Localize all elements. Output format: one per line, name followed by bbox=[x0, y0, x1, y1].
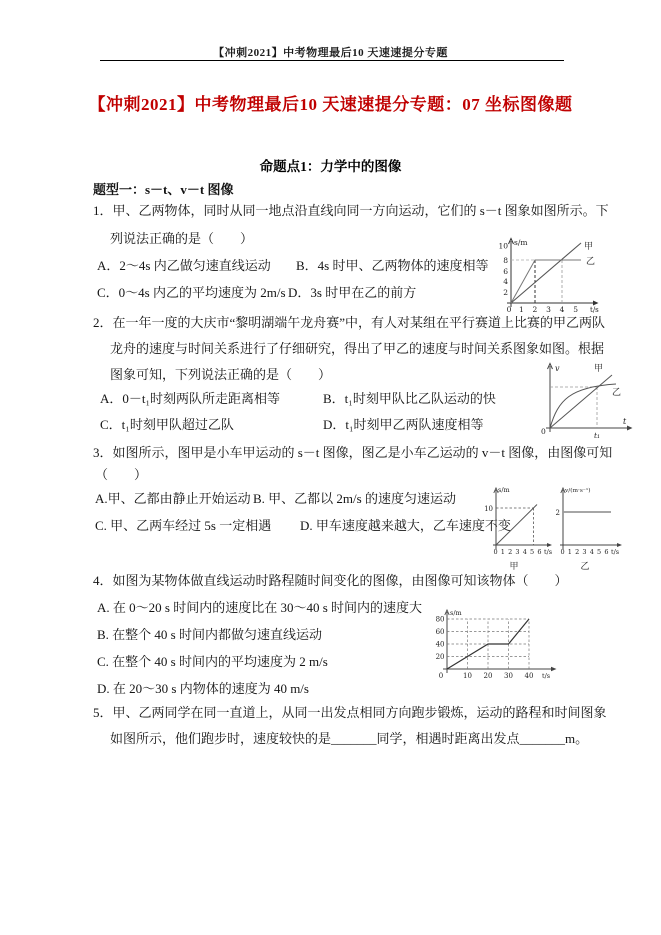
q2-vt-graph bbox=[538, 360, 638, 440]
f4-ytick-80: 80 bbox=[435, 615, 445, 624]
q3-option-c: C. 甲、乙两车经过 5s 一定相遇 bbox=[95, 518, 272, 533]
q1-stem-line-2: 列说法正确的是（ ） bbox=[110, 231, 254, 246]
f4-ytick-60: 60 bbox=[435, 628, 445, 636]
f3b-xlabel: t/s bbox=[611, 548, 620, 556]
f2-curve-yi bbox=[550, 384, 616, 428]
f3a-ytick: 10 bbox=[484, 505, 493, 513]
f4-xtick-20: 20 bbox=[483, 672, 493, 680]
f4-xtick-10: 10 bbox=[463, 672, 472, 680]
q3-stem-line-2: （ ） bbox=[95, 467, 148, 482]
q5-stem-line-2: 如图所示，他们跑步时，速度较快的是_______同学，相遇时距离出发点_______m。 bbox=[110, 731, 589, 746]
f3b-xticks: 0 1 2 3 4 5 6 bbox=[560, 548, 609, 556]
subsection-heading: 题型一：s－t、v－t 图像 bbox=[93, 182, 234, 197]
q2-option-c: C．t₁时刻甲队超过乙队 bbox=[100, 417, 234, 432]
section-heading: 命题点1：力学中的图像 bbox=[259, 159, 402, 174]
q5-stem-line-1: 5．甲、乙两同学在同一直道上，从同一出发点相同方向跑步锻炼，运动的路程和时间图象 bbox=[93, 705, 607, 720]
q4-stem: 4．如图为某物体做直线运动时路程随时间变化的图像，由图像可知该物体（ ） bbox=[93, 573, 568, 588]
f2-t1-label: t₁ bbox=[594, 431, 601, 440]
q2-option-d: D．t₁时刻甲乙两队速度相等 bbox=[323, 417, 484, 432]
f1-ytick-4: 4 bbox=[503, 277, 508, 286]
f4-xtick-30: 30 bbox=[504, 672, 513, 680]
f1-xticks: 1 2 3 4 5 bbox=[519, 305, 578, 314]
f2-ylabel: v bbox=[555, 364, 560, 373]
f1-ylabel: s/m bbox=[514, 238, 528, 247]
q3-option-d: D. 甲车速度越来越大，乙车速度不变 bbox=[300, 518, 511, 533]
page-title: 【冲刺2021】中考物理最后10 天速速提分专题：07 坐标图像题 bbox=[88, 95, 573, 114]
q1-option-a: A．2～4s 内乙做匀速直线运动 bbox=[97, 258, 271, 273]
f1-line-yi bbox=[511, 260, 581, 303]
f1-x-arrow bbox=[593, 301, 599, 306]
f2-label-jia: 甲 bbox=[594, 364, 604, 374]
q2-option-b: B．t₁时刻甲队比乙队运动的快 bbox=[323, 391, 496, 406]
q2-stem-line-2: 龙舟的速度与时间关系进行了仔细研究，得出了甲乙的速度与时间关系图象如图。根据 bbox=[110, 341, 605, 356]
q3-two-panel-graph bbox=[480, 484, 630, 574]
q3-stem-line-1: 3．如图所示，图甲是小车甲运动的 s－t 图像，图乙是小车乙运动的 v－t 图像，由图像可知 bbox=[93, 445, 613, 460]
f3b-ytick: 2 bbox=[555, 509, 560, 517]
f3a-line bbox=[496, 505, 537, 546]
q3-option-a: A.甲、乙都由静止开始运动 bbox=[95, 491, 251, 506]
f4-xtick-40: 40 bbox=[524, 672, 534, 680]
q2-stem-line-3: 图象可知，下列说法正确的是（ ） bbox=[110, 367, 332, 382]
f1-xtick-0: 0 bbox=[506, 305, 512, 314]
f1-ytick-2: 2 bbox=[503, 288, 508, 297]
f3a-ylabel: s/m bbox=[498, 486, 510, 494]
q4-option-c: C. 在整个 40 s 时间内的平均速度为 2 m/s bbox=[97, 654, 328, 669]
f4-x-arrow bbox=[551, 667, 557, 671]
f1-label-yi: 乙 bbox=[586, 257, 596, 267]
f1-label-jia: 甲 bbox=[584, 242, 594, 252]
q1-st-graph bbox=[480, 237, 605, 317]
running-header: 【冲刺2021】中考物理最后10 天速速提分专题 bbox=[213, 47, 448, 59]
header-rule bbox=[100, 60, 564, 61]
f4-xlabel: t/s bbox=[542, 672, 551, 680]
f4-ytick-40: 40 bbox=[435, 640, 445, 649]
f2-line-jia bbox=[550, 375, 612, 428]
f4-xtick-0: 0 bbox=[438, 672, 444, 680]
q4-st-graph bbox=[432, 607, 567, 687]
q3-option-b: B. 甲、乙都以 2m/s 的速度匀速运动 bbox=[253, 491, 456, 506]
q1-stem-line-1: 1．甲、乙两物体，同时从同一地点沿直线向同一方向运动，它们的 s－t 图象如图所示。下 bbox=[93, 203, 609, 218]
f3b-x-arrow bbox=[617, 543, 622, 547]
q4-option-a: A. 在 0～20 s 时间内的速度比在 30～40 s 时间内的速度大 bbox=[97, 600, 423, 615]
f3a-caption: 甲 bbox=[509, 562, 519, 572]
f4-ylabel: s/m bbox=[450, 609, 462, 617]
f3a-xlabel: t/s bbox=[544, 548, 553, 556]
f1-ytick-10: 10 bbox=[498, 241, 508, 251]
f2-x-arrow bbox=[627, 426, 633, 431]
q1-option-c: C．0～4s 内乙的平均速度为 2m/s bbox=[97, 285, 286, 300]
f1-ytick-8: 8 bbox=[503, 256, 508, 265]
f2-label-yi: 乙 bbox=[612, 388, 622, 398]
f3a-xticks: 0 1 2 3 4 5 6 bbox=[493, 548, 542, 556]
f3b-ylabel: v/(m·s⁻¹) bbox=[565, 488, 591, 494]
f2-origin: 0 bbox=[541, 427, 546, 436]
f1-xlabel: t/s bbox=[590, 306, 599, 314]
f4-ytick-20: 20 bbox=[435, 653, 445, 661]
q4-option-b: B. 在整个 40 s 时间内都做匀速直线运动 bbox=[97, 627, 322, 642]
q1-option-b: B．4s 时甲、乙两物体的速度相等 bbox=[296, 258, 489, 273]
f3b-caption: 乙 bbox=[580, 562, 590, 572]
f3a-x-arrow bbox=[547, 543, 552, 547]
q1-option-d: D．3s 时甲在乙的前方 bbox=[288, 285, 417, 300]
q2-stem-line-1: 2．在一年一度的大庆市“黎明湖端午龙舟赛”中，有人对某组在平行赛道上比赛的甲乙两队 bbox=[93, 315, 606, 330]
q4-option-d: D. 在 20～30 s 内物体的速度为 40 m/s bbox=[97, 681, 309, 696]
q2-option-a: A．0－t₁时刻两队所走距离相等 bbox=[100, 391, 281, 406]
f2-xlabel: t bbox=[623, 417, 627, 426]
f1-ytick-6: 6 bbox=[503, 267, 508, 276]
f1-line-jia bbox=[511, 243, 581, 303]
